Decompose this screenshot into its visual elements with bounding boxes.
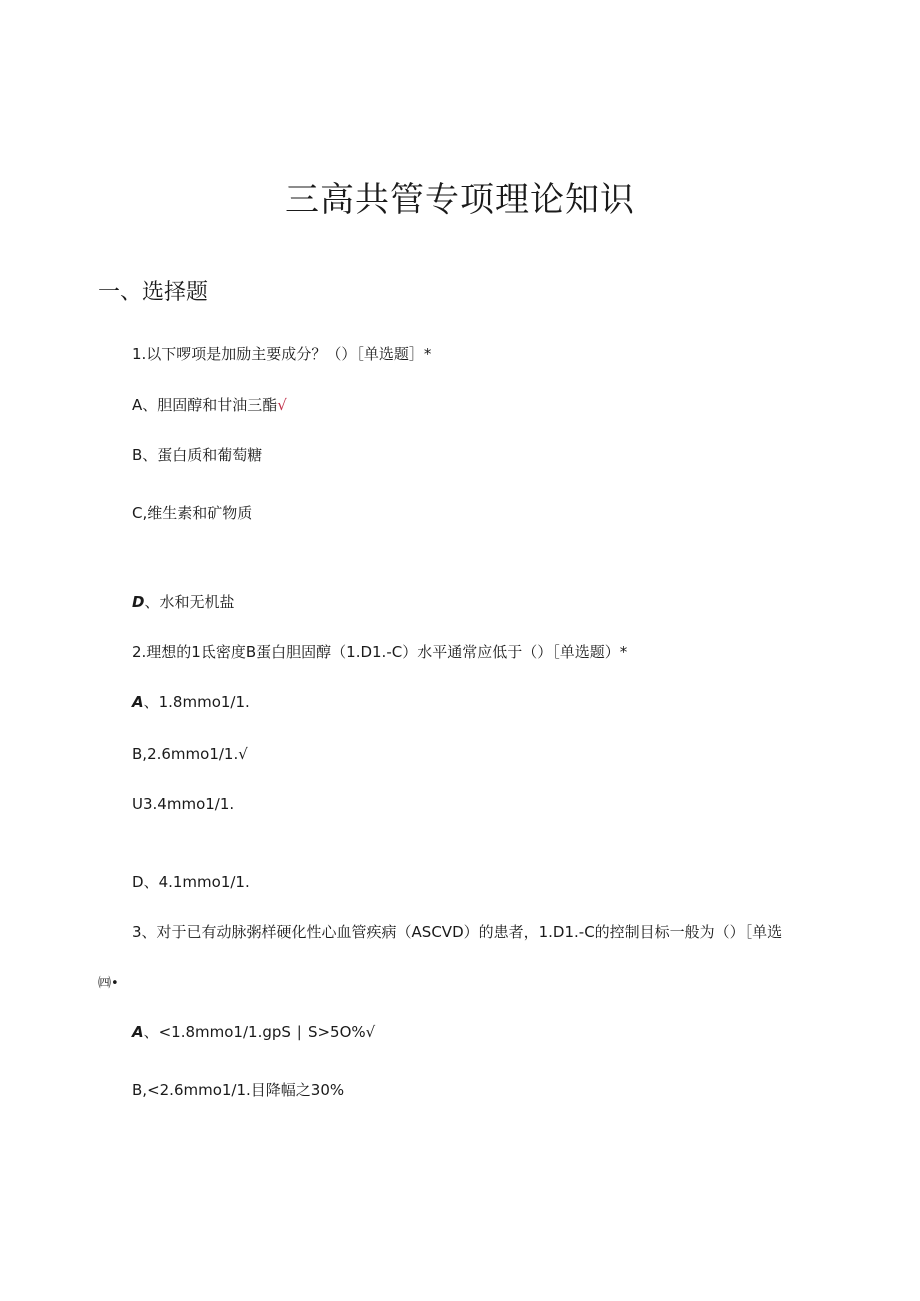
option-text: ,<2.6mmo1∕1.目降幅之30% <box>142 1081 345 1099</box>
correct-check-mark: √ <box>277 396 287 414</box>
correct-check-mark: √ <box>365 1023 376 1041</box>
question-2-option-d <box>132 871 250 892</box>
question-2-option-c <box>132 795 234 813</box>
option-prefix: A <box>132 396 143 414</box>
option-prefix: U <box>132 795 143 813</box>
question-1-stem: 1.以下啰项是加励主要成分？（）［单选题］* <box>132 345 432 363</box>
option-text: 、水和无机盐 <box>144 593 235 611</box>
document-title: 三高共管专项理论知识 <box>285 180 635 220</box>
question-1-option-d <box>132 591 234 612</box>
question-3-option-b <box>132 1079 344 1100</box>
question-3-option-a <box>132 1021 375 1042</box>
option-text: 、1.8mmo1∕1. <box>143 693 250 711</box>
option-prefix: B <box>132 446 143 464</box>
question-3-stem-continuation: ㈣• <box>98 976 119 991</box>
option-prefix: B <box>132 1081 143 1099</box>
question-2-stem: 2.理想的1氐密度B蛋白胆固醇（1.D1.-C）水平通常应低于（）［单选题）* <box>132 643 628 661</box>
option-text: 、胆固醇和甘油三酯 <box>142 396 278 414</box>
question-1-option-a <box>132 394 287 415</box>
option-prefix: D <box>132 873 144 891</box>
option-text: 3.4mmo1∕1. <box>142 795 235 813</box>
option-prefix: A <box>132 1023 144 1041</box>
option-text: 、蛋白质和葡萄糖 <box>142 446 263 464</box>
option-prefix: B <box>132 745 143 763</box>
question-1-option-b <box>132 444 262 465</box>
question-3-stem: 3、对于已有动脉粥样硬化性心血管疾病（ASCVD）的患者，1.D1.-C的控制目标一般为（）［单选 <box>132 923 783 941</box>
option-text: 、<1.8mmo1∕1.gpS ∣ S>5O% <box>143 1023 366 1041</box>
option-prefix: A <box>132 693 144 711</box>
question-2-option-b <box>132 745 248 763</box>
option-text: ,维生素和矿物质 <box>142 504 253 522</box>
question-1-option-c <box>132 502 252 523</box>
option-text: 、4.1mmo1∕1. <box>143 873 250 891</box>
section-heading: 一、选择题 <box>98 280 209 305</box>
option-prefix: D <box>132 593 145 611</box>
option-text: ,2.6mmo1∕1. <box>142 745 239 763</box>
correct-check-mark: √ <box>238 745 248 763</box>
question-2-option-a <box>132 691 250 712</box>
option-prefix: C <box>132 504 143 522</box>
